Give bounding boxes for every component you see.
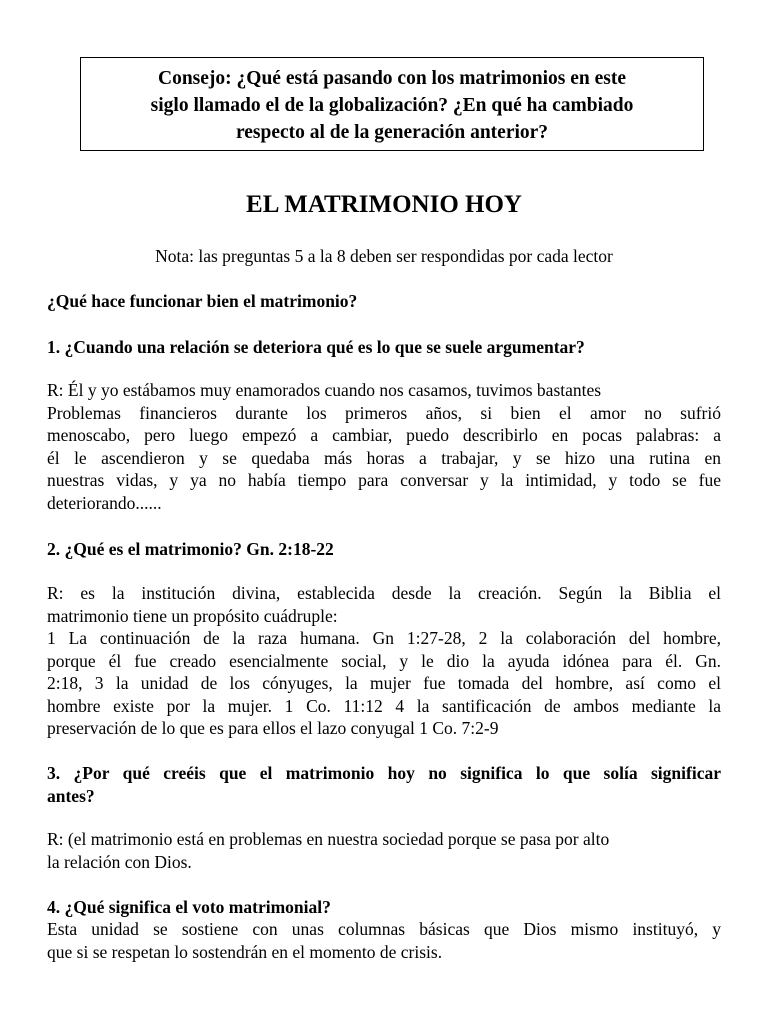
question-3-line-1: 3. ¿Por qué creéis que el matrimonio hoy no significa lo que solía significar bbox=[47, 763, 721, 783]
advice-line-1: Consejo: ¿Qué está pasando con los matrimonios en este bbox=[158, 68, 626, 89]
question-4: 4. ¿Qué significa el voto matrimonial? bbox=[47, 897, 331, 917]
answer-2-line: matrimonio tiene un propósito cuádruple: bbox=[47, 605, 338, 626]
answer-2-line: hombre existe por la mujer. 1 Co. 11:12 4 la santificación de ambos mediante la bbox=[47, 695, 721, 716]
question-3 bbox=[47, 762, 721, 807]
answer-3 bbox=[47, 828, 721, 873]
question-2: 2. ¿Qué es el matrimonio? Gn. 2:18-22 bbox=[47, 539, 334, 559]
answer-1-line: deteriorando...... bbox=[47, 492, 162, 513]
answer-2-line: 1 La continuación de la raza humana. Gn 1:27-28, 2 la colaboración del hombre, bbox=[47, 628, 721, 648]
answer-2-line: preservación de lo que es para ellos el lazo conyugal 1 Co. 7:2-9 bbox=[47, 718, 499, 738]
answer-2-line: R: es la institución divina, establecida desde la creación. Según la Biblia el bbox=[47, 583, 721, 603]
note-text: Nota: las preguntas 5 a la 8 deben ser respondidas por cada lector bbox=[155, 246, 613, 266]
answer-4 bbox=[47, 918, 721, 963]
answer-2-line: 2:18, 3 la unidad de los cónyuges, la mujer fue tomada del hombre, así como el bbox=[47, 673, 721, 693]
answer-4-line: Esta unidad se sostiene con unas columnas básicas que Dios mismo instituyó, y bbox=[47, 919, 721, 939]
advice-line-3: respecto al de la generación anterior? bbox=[235, 122, 549, 143]
lead-question: ¿Qué hace funcionar bien el matrimonio? bbox=[47, 291, 358, 311]
answer-1-line: nuestras vidas, y ya no había tiempo para conversar y la intimidad, y todo se fue bbox=[47, 470, 721, 490]
answer-3-line: R: (el matrimonio está en problemas en nuestra sociedad porque se pasa por alto bbox=[47, 829, 610, 849]
page-title: EL MATRIMONIO HOY bbox=[246, 191, 522, 218]
answer-2-line: porque él fue creado esencialmente social, y le dio la ayuda idónea para él. Gn. bbox=[47, 650, 721, 671]
answer-1-line: Problemas financieros durante los primeros años, si bien el amor no sufrió bbox=[47, 402, 721, 423]
answer-1-line: menoscabo, pero luego empezó a cambiar, puedo describirlo en pocas palabras: a bbox=[47, 425, 721, 445]
answer-1-line: él le ascendieron y se quedaba más horas a trabajar, y se hizo una rutina en bbox=[47, 447, 721, 468]
answer-1-line: R: Él y yo estábamos muy enamorados cuando nos casamos, tuvimos bastantes bbox=[47, 380, 602, 400]
answer-2 bbox=[47, 582, 721, 740]
advice-line-2: siglo llamado el de la globalización? ¿En qué ha cambiado bbox=[150, 95, 634, 116]
answer-4-line: que si se respetan lo sostendrán en el momento de crisis. bbox=[47, 941, 443, 962]
advice-box bbox=[80, 57, 704, 151]
question-3-line-2: antes? bbox=[47, 785, 95, 806]
answer-1 bbox=[47, 379, 721, 514]
question-1: 1. ¿Cuando una relación se deteriora qué es lo que se suele argumentar? bbox=[47, 337, 585, 357]
answer-3-line: la relación con Dios. bbox=[47, 851, 192, 872]
